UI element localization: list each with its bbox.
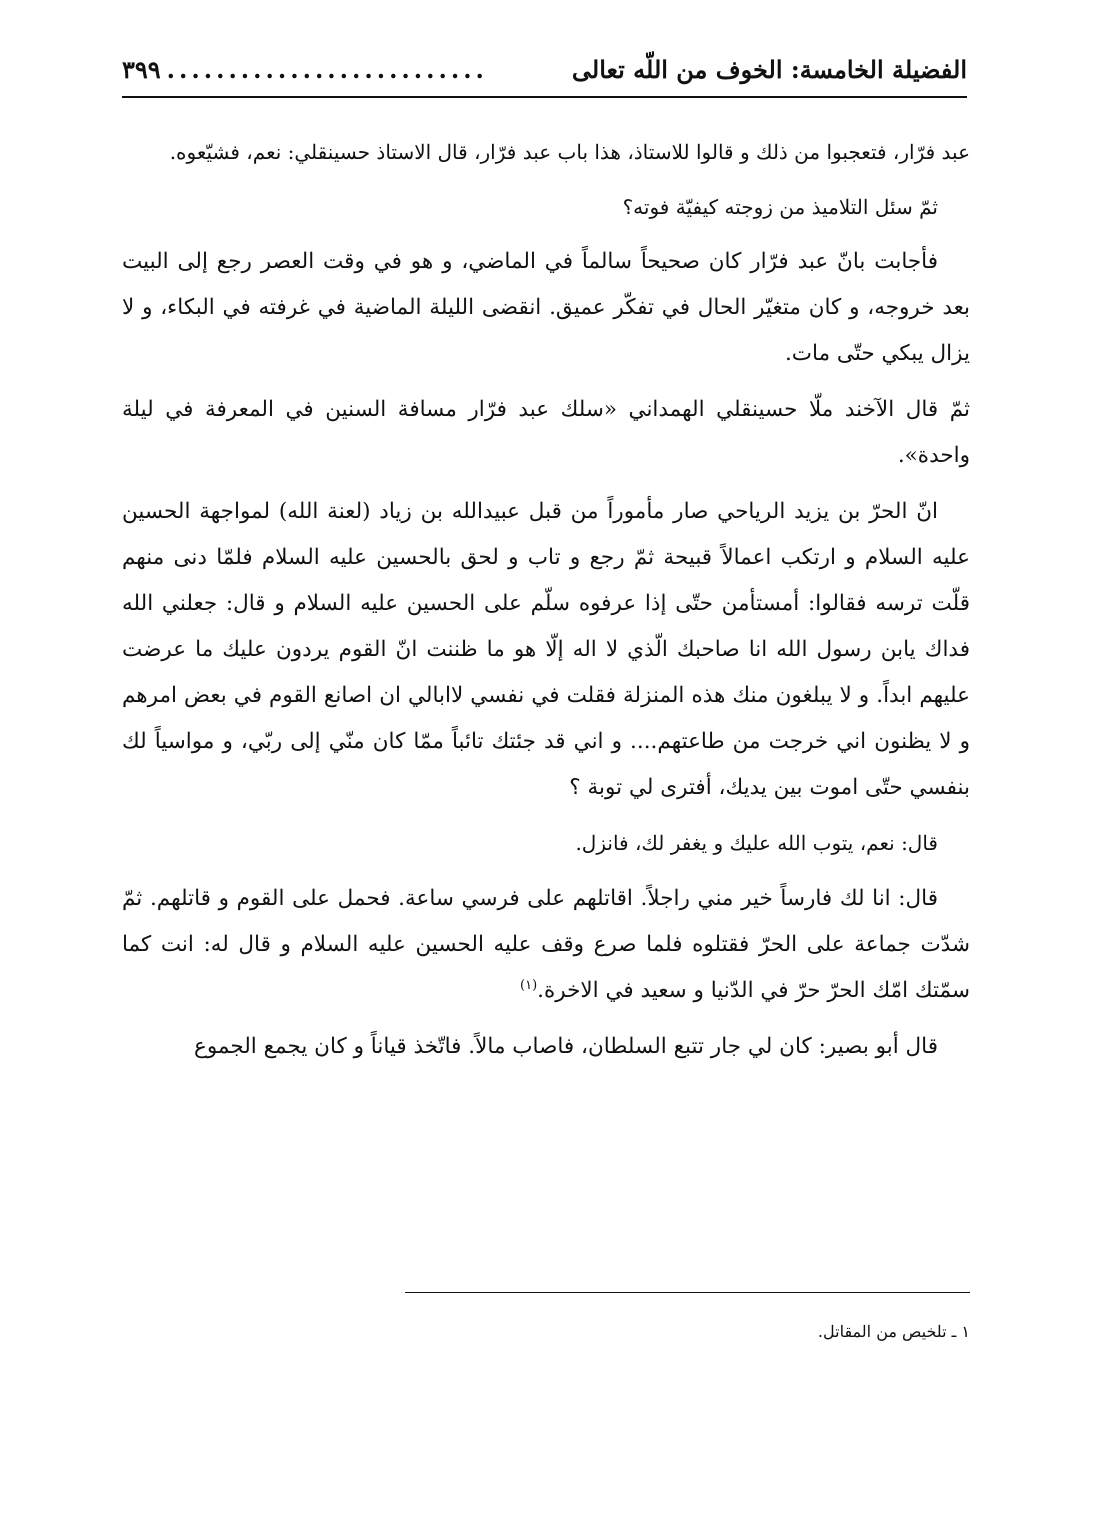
- paragraph: انّ الحرّ بن يزيد الرياحي صار مأموراً من قبل عبيدالله بن زياد (لعنة الله) لمواجهة الحسين عليه السلام و ارتكب اعمالاً قبيحة ثمّ رجع و تاب و لحق بالحسين عليه السلام فلمّا دنى منهم قلّت ترسه فقالوا: أمستأمن حتّى إذا عرفوه سلّم على الحسين عليه السلام و قال: جعلني الله فداك يابن رسول الله انا صاحبك الّذي لا اله إلّا هو ما ظننت انّ القوم يردون عليك ما عرضت عليهم ابداً. و لا يبلغون منك هذه المنزلة فقلت في نفسي لاابالي ان اصانع القوم في بعض امرهم و لا يظنون اني خرجت من طاعتهم.... و اني قد جئتك تائباً ممّا كان منّي إلى ربّي، و مواسياً لك بنفسي حتّى اموت بين يديك، أفترى لي توبة ؟: [122, 499, 970, 800]
- paragraph: [122, 876, 970, 1014]
- footnote-separator: [405, 1292, 970, 1293]
- paragraph: عبد فرّار، فتعجبوا من ذلك و قالوا للاستاذ، هذا باب عبد فرّار، قال الاستاذ حسينقلي: نعم، فشيّعوه.: [169, 140, 970, 164]
- paragraph: قال أبو بصير: كان لي جار تتبع السلطان، فاصاب مالاً. فاتّخذ قياناً و كان يجمع الجموع: [194, 1033, 938, 1059]
- chapter-title: الفضيلة الخامسة: الخوف من اللّه تعالى: [571, 54, 967, 84]
- leader-dots: ..........................: [166, 54, 488, 84]
- footnote-reference: (١): [520, 977, 538, 993]
- body-text: [122, 130, 970, 1080]
- page-number: ٣٩٩: [122, 54, 161, 84]
- paragraph: فأجابت بانّ عبد فرّار كان صحيحاً سالماً في الماضي، و هو في وقت العصر رجع إلى البيت بعد خروجه، و كان متغيّر الحال في تفكّر عميق. انقضى الليلة الماضية في غرفته في البكاء، و لا يزال يبكي حتّى مات.: [122, 249, 970, 366]
- footnote: ١ ـ تلخيص من المقاتل.: [817, 1322, 970, 1341]
- running-header: [122, 46, 967, 92]
- paragraph-text: قال: انا لك فارساً خير مني راجلاً. اقاتلهم على فرسي ساعة. فحمل على القوم و قاتلهم. ثمّ شدّت جماعة على الحرّ فقتلوه فلما صرع وقف عليه الحسين عليه السلام و قال له: انت كما سمّتك امّك الحرّ حرّ في الدّنيا و سعيد في الاخرة.: [122, 885, 970, 1003]
- paragraph: قال: نعم، يتوب الله عليك و يغفر لك، فانزل.: [575, 831, 938, 855]
- header-rule: [122, 96, 967, 98]
- paragraph: ثمّ سئل التلاميذ من زوجته كيفيّة فوته؟: [622, 194, 938, 219]
- paragraph: ثمّ قال الآخند ملّا حسينقلي الهمداني «سلك عبد فرّار مسافة السنين في المعرفة في ليلة واحدة».: [122, 397, 970, 468]
